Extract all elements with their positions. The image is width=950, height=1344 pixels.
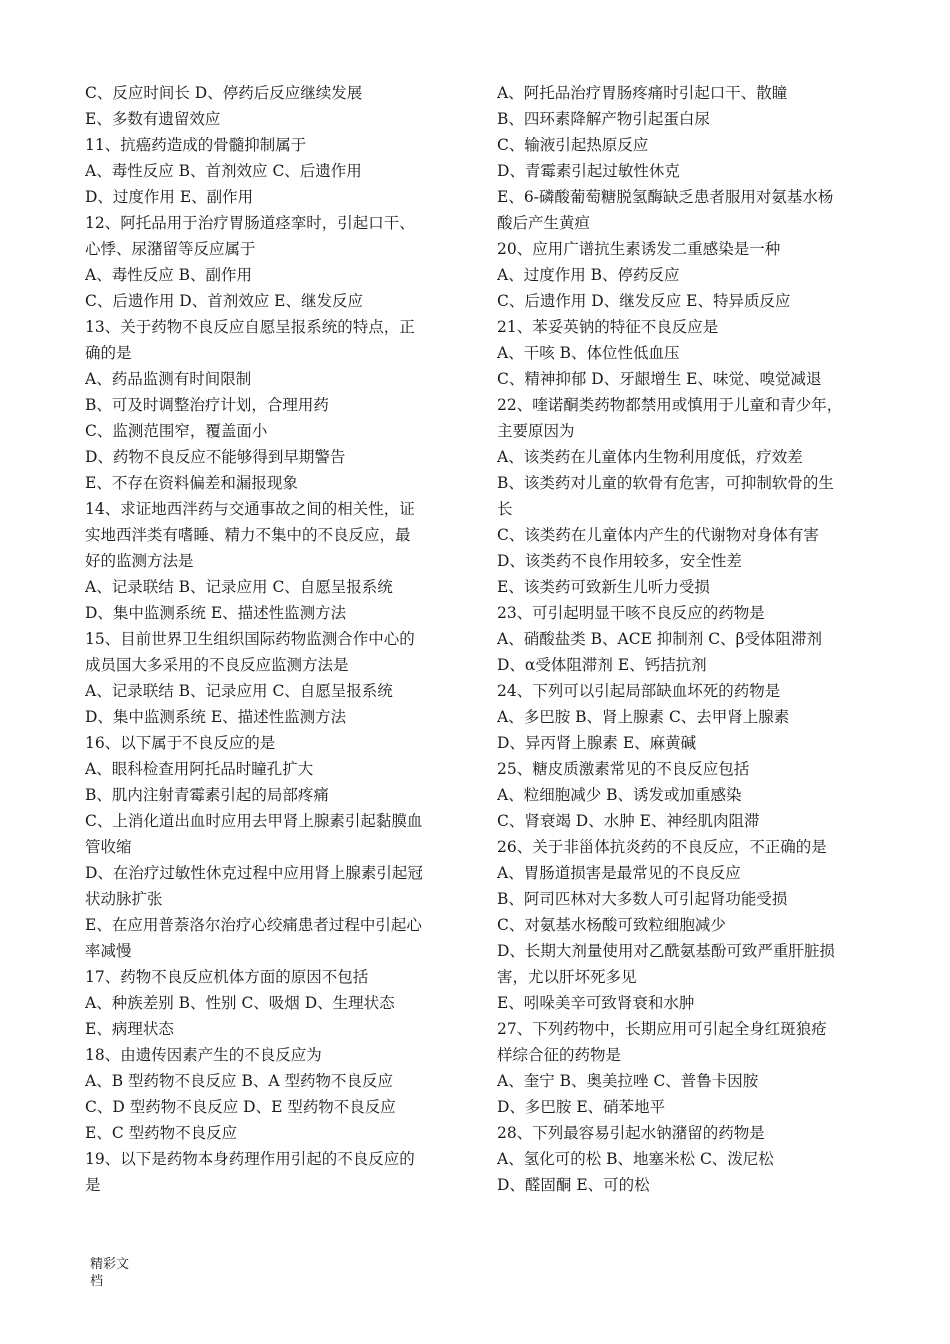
question-line: A、记录联结 B、记录应用 C、自愿呈报系统 (85, 682, 393, 700)
question-line: C、输液引起热原反应 (497, 136, 649, 154)
question-line: B、四环素降解产物引起蛋白尿 (497, 110, 710, 128)
question-line: C、上消化道出血时应用去甲肾上腺素引起黏膜血 (85, 812, 423, 830)
question-line: 害，尤以肝坏死多见 (497, 968, 637, 986)
question-line: A、毒性反应 B、首剂效应 C、后遗作用 (85, 162, 362, 180)
question-line: C、对氨基水杨酸可致粒细胞减少 (497, 916, 726, 934)
question-line: A、药品监测有时间限制 (85, 370, 252, 388)
question-line: 28、下列最容易引起水钠潴留的药物是 (497, 1124, 765, 1142)
question-line: D、过度作用 E、副作用 (85, 188, 254, 206)
left-column (85, 80, 457, 1198)
question-line: 确的是 (85, 344, 132, 362)
question-line: 成员国大多采用的不良反应监测方法是 (85, 656, 349, 674)
question-line: 17、药物不良反应机体方面的原因不包括 (85, 968, 369, 986)
question-line: E、病理状态 (85, 1020, 174, 1038)
question-line: 14、求证地西泮药与交通事故之间的相关性，证 (85, 500, 415, 518)
question-line: 20、应用广谱抗生素诱发二重感染是一种 (497, 240, 781, 258)
question-line: 25、糖皮质激素常见的不良反应包括 (497, 760, 750, 778)
question-line: 酸后产生黄疸 (497, 214, 591, 232)
question-line: 长 (497, 500, 513, 518)
question-line: E、吲哚美辛可致肾衰和水肿 (497, 994, 695, 1012)
question-line: C、监测范围窄，覆盖面小 (85, 422, 268, 440)
question-line: 21、苯妥英钠的特征不良反应是 (497, 318, 719, 336)
question-line: 是 (85, 1176, 101, 1194)
question-line: A、干咳 B、体位性低血压 (497, 344, 680, 362)
question-line: A、硝酸盐类 B、ACE 抑制剂 C、β受体阻滞剂 (497, 630, 823, 648)
question-line: 16、以下属于不良反应的是 (85, 734, 276, 752)
page-footer (90, 1256, 129, 1290)
question-line: D、该类药不良作用较多，安全性差 (497, 552, 742, 570)
question-line: 15、目前世界卫生组织国际药物监测合作中心的 (85, 630, 415, 648)
question-line: 23、可引起明显干咳不良反应的药物是 (497, 604, 765, 622)
question-line: 26、关于非甾体抗炎药的不良反应，不正确的是 (497, 838, 827, 856)
question-line: 管收缩 (85, 838, 132, 856)
question-line: 好的监测方法是 (85, 552, 194, 570)
question-line: 18、由遗传因素产生的不良反应为 (85, 1046, 322, 1064)
question-line: 13、关于药物不良反应自愿呈报系统的特点，正 (85, 318, 415, 336)
question-line: A、毒性反应 B、副作用 (85, 266, 253, 284)
question-line: D、药物不良反应不能够得到早期警告 (85, 448, 346, 466)
question-line: A、种族差别 B、性别 C、吸烟 D、生理状态 (85, 994, 395, 1012)
question-line: A、奎宁 B、奥美拉唑 C、普鲁卡因胺 (497, 1072, 759, 1090)
question-line: D、青霉素引起过敏性休克 (497, 162, 680, 180)
question-line: 实地西泮类有嗜睡、精力不集中的不良反应，最 (85, 526, 411, 544)
question-line: C、后遗作用 D、首剂效应 E、继发反应 (85, 292, 363, 310)
question-line: 主要原因为 (497, 422, 575, 440)
question-line: A、该类药在儿童体内生物利用度低，疗效差 (497, 448, 803, 466)
question-line: B、肌内注射青霉素引起的局部疼痛 (85, 786, 329, 804)
question-line: A、阿托品治疗胃肠疼痛时引起口干、散瞳 (497, 84, 788, 102)
question-line: C、后遗作用 D、继发反应 E、特异质反应 (497, 292, 791, 310)
question-line: D、多巴胺 E、硝苯地平 (497, 1098, 666, 1116)
question-line: 状动脉扩张 (85, 890, 163, 908)
question-line: 样综合征的药物是 (497, 1046, 622, 1064)
question-line: D、醛固酮 E、可的松 (497, 1176, 650, 1194)
question-line: E、该类药可致新生儿听力受损 (497, 578, 710, 596)
question-line: D、长期大剂量使用对乙酰氨基酚可致严重肝脏损 (497, 942, 835, 960)
question-line: A、氢化可的松 B、地塞米松 C、泼尼松 (497, 1150, 774, 1168)
question-line: D、集中监测系统 E、描述性监测方法 (85, 604, 347, 622)
question-line: C、D 型药物不良反应 D、E 型药物不良反应 (85, 1098, 396, 1116)
question-line: 心悸、尿潴留等反应属于 (85, 240, 256, 258)
question-line: E、6-磷酸葡萄糖脱氢酶缺乏患者服用对氨基水杨 (497, 188, 834, 206)
footer-text: 档 (90, 1274, 104, 1289)
question-line: 12、阿托品用于治疗胃肠道痉挛时，引起口干、 (85, 214, 415, 232)
question-line: A、B 型药物不良反应 B、A 型药物不良反应 (85, 1072, 393, 1090)
question-line: 11、抗癌药造成的骨髓抑制属于 (85, 136, 307, 154)
question-line: 22、喹诺酮类药物都禁用或慎用于儿童和青少年， (497, 396, 843, 414)
question-line: D、在治疗过敏性休克过程中应用肾上腺素引起冠 (85, 864, 423, 882)
question-line: 24、下列可以引起局部缺血坏死的药物是 (497, 682, 781, 700)
question-line: D、异丙肾上腺素 E、麻黄碱 (497, 734, 697, 752)
question-line: A、粒细胞减少 B、诱发或加重感染 (497, 786, 742, 804)
question-line: D、集中监测系统 E、描述性监测方法 (85, 708, 347, 726)
question-line: A、多巴胺 B、肾上腺素 C、去甲肾上腺素 (497, 708, 790, 726)
question-line: E、C 型药物不良反应 (85, 1124, 238, 1142)
question-line: B、阿司匹林对大多数人可引起肾功能受损 (497, 890, 788, 908)
question-line: B、该类药对儿童的软骨有危害，可抑制软骨的生 (497, 474, 834, 492)
question-line: A、过度作用 B、停药反应 (497, 266, 680, 284)
question-line: C、反应时间长 D、停药后反应继续发展 (85, 84, 363, 102)
question-line: C、精神抑郁 D、牙龈增生 E、味觉、嗅觉减退 (497, 370, 822, 388)
question-line: 27、下列药物中，长期应用可引起全身红斑狼疮 (497, 1020, 827, 1038)
right-column (497, 80, 869, 1198)
question-line: C、肾衰竭 D、水肿 E、神经肌肉阻滞 (497, 812, 760, 830)
question-line: B、可及时调整治疗计划，合理用药 (85, 396, 329, 414)
question-line: E、多数有遗留效应 (85, 110, 221, 128)
question-line: A、记录联结 B、记录应用 C、自愿呈报系统 (85, 578, 393, 596)
question-line: E、在应用普萘洛尔治疗心绞痛患者过程中引起心 (85, 916, 422, 934)
question-line: D、α受体阻滞剂 E、钙拮抗剂 (497, 656, 707, 674)
question-line: 19、以下是药物本身药理作用引起的不良反应的 (85, 1150, 415, 1168)
question-line: E、不存在资料偏差和漏报现象 (85, 474, 298, 492)
question-line: 率减慢 (85, 942, 132, 960)
question-line: C、该类药在儿童体内产生的代谢物对身体有害 (497, 526, 819, 544)
footer-text: 精彩文 (90, 1257, 130, 1272)
question-line: A、胃肠道损害是最常见的不良反应 (497, 864, 741, 882)
question-line: A、眼科检查用阿托品时瞳孔扩大 (85, 760, 314, 778)
